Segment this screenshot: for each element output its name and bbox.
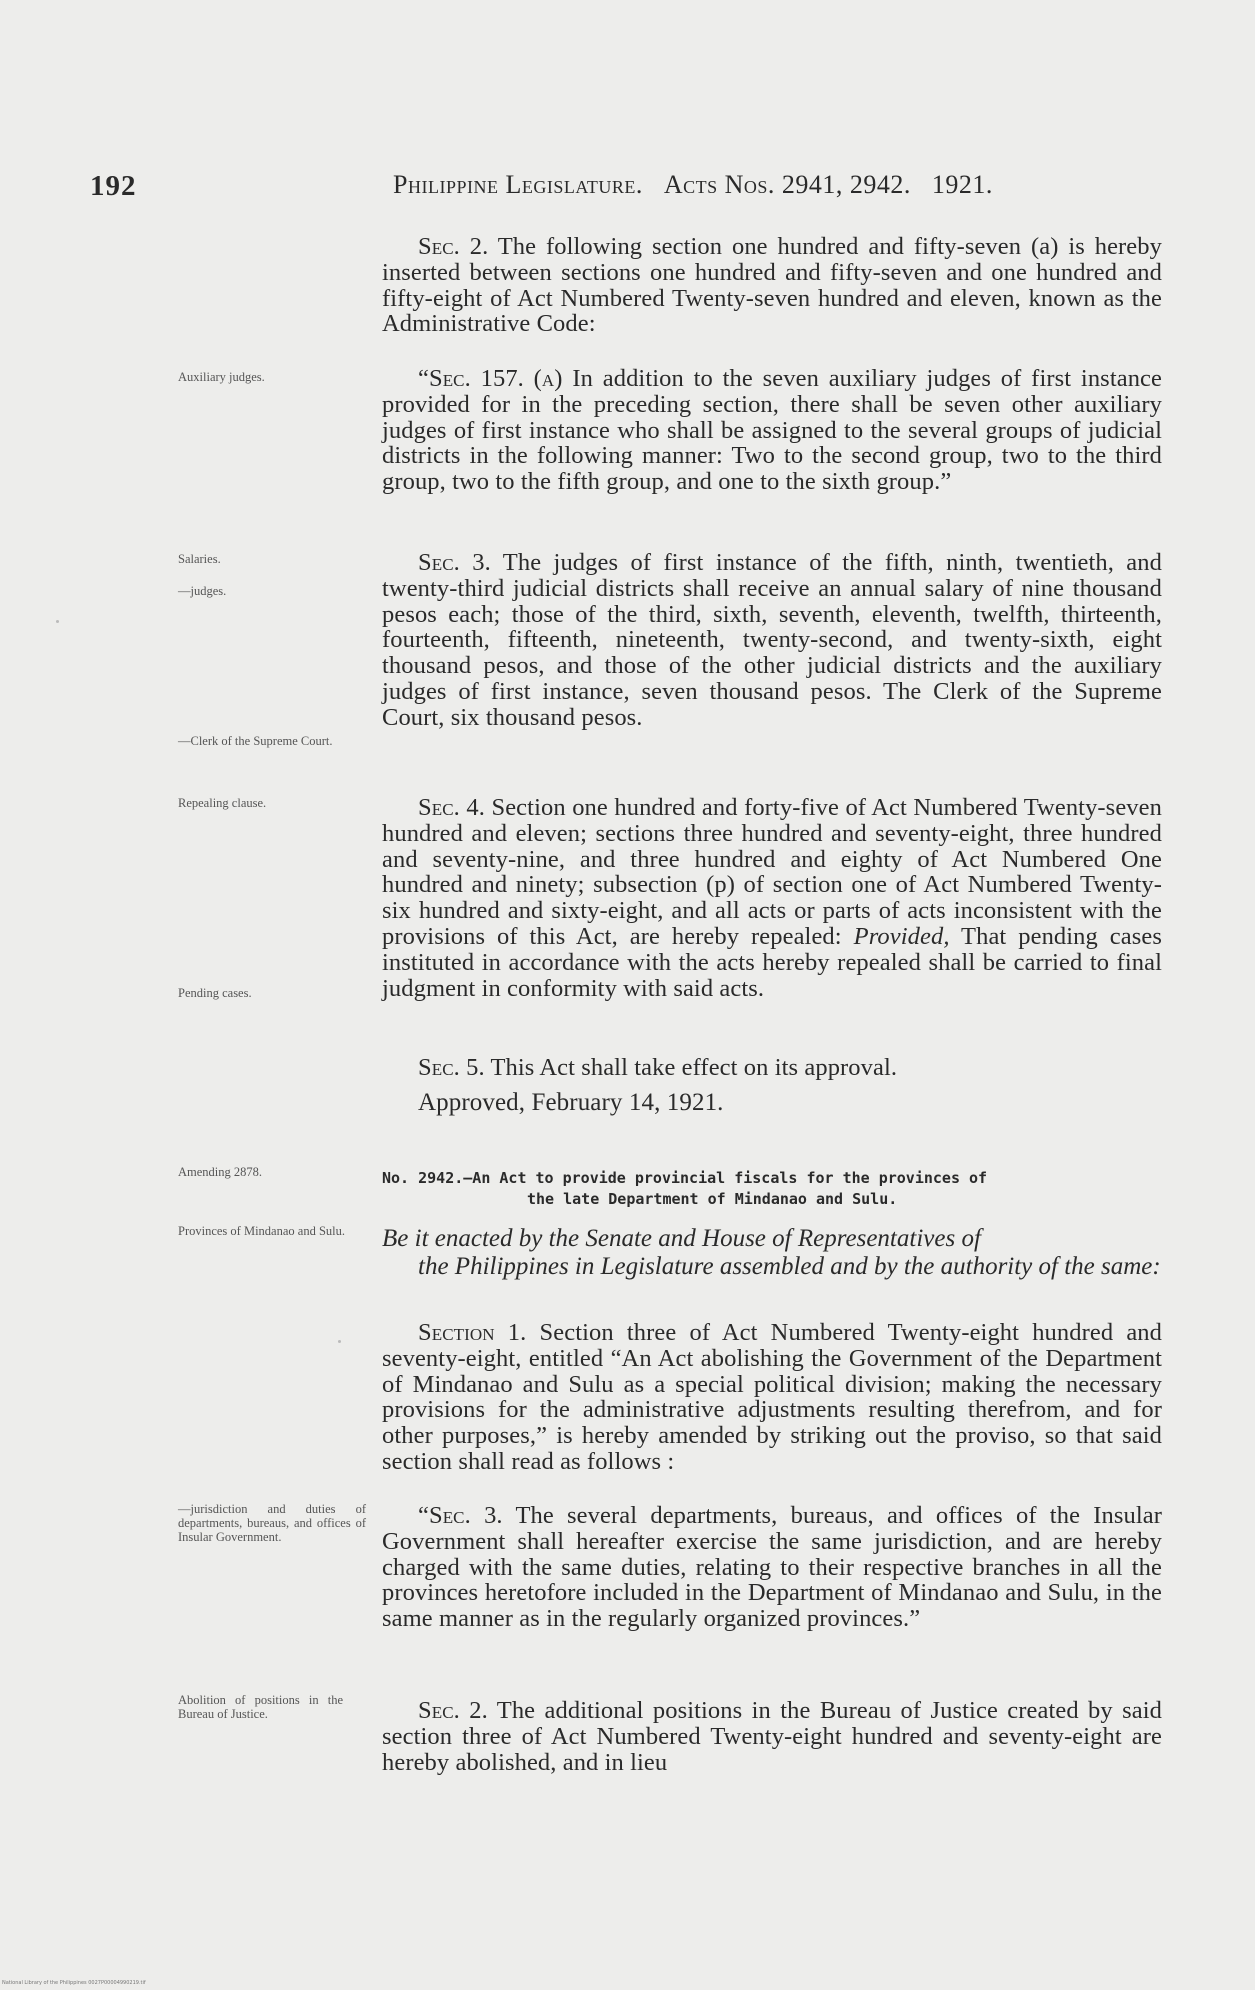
sec2-text: The following section one hundred and fifty-seven (a) is hereby inserted between sections one hundred and fifty-seven and one hundred and fifty-eight of Act Numbered Twenty-seven hundred and eleven, known as the Administrative Code: bbox=[382, 233, 1162, 338]
sec4-provided: Provided, bbox=[853, 922, 950, 950]
act-title-line1: No. 2942.—An Act to provide provincial fiscals for the provinces of bbox=[382, 1169, 988, 1187]
quoted-sec3-text: The several departments, bureaus, and offices of the Insular Government shall hereafter exercise the same jurisdiction, and are hereby charged with the same duties, relating to their respective branches in all the provinces heretofore included in the Department of Mindanao and Sulu, in the same manner as in the regularly organized provinces.” bbox=[382, 1502, 1162, 1633]
enacting-line1: Be it enacted by the Senate and House of Representatives of bbox=[382, 1225, 981, 1252]
margin-note-provinces: Provinces of Mindanao and Sulu. bbox=[178, 1224, 345, 1238]
sec4-text-a: Section one hundred and forty-five of Act Numbered Twenty-seven hundred and eleven; sections three hundred and seventy-eight, three hundred and seventy-nine, and three hundred and eighty of Act Numbered One hundred and ninety; subsection (p) of section one of Act Numbered Twenty-six hundred and sixty-eight, and all acts or parts of acts inconsistent with the provisions of this Act, are hereby repealed: bbox=[382, 794, 1162, 950]
sec2b-label: Sec. 2. bbox=[418, 1697, 488, 1724]
sec3-label: Sec. 3. bbox=[418, 549, 491, 576]
section1-label: Section 1. bbox=[418, 1319, 527, 1346]
page-number: 192 bbox=[90, 170, 137, 202]
sec4-label: Sec. 4. bbox=[418, 794, 485, 821]
scan-footer: National Library of the Philippines 0027P00004990219.tif bbox=[2, 1980, 146, 1986]
paragraph-sec5 bbox=[382, 1055, 1162, 1081]
sec4-text-b: That pending cases instituted in accordance with the acts hereby repealed shall be carried to final judgment in conformity with said acts. bbox=[382, 922, 1162, 1002]
enacting-rest: the Philippines in Legislature assembled and by the authority of the same: bbox=[418, 1253, 1161, 1280]
sec5-label: Sec. 5. bbox=[418, 1054, 485, 1081]
paragraph-sec2 bbox=[382, 234, 1162, 337]
sec157-text: In addition to the seven auxiliary judges of first instance provided for in the preceding section, there shall be seven other auxiliary judges of first instance who shall be assigned to the several groups of judicial districts in the following manner: Two to the second group, two to the third group, two to the fifth group, and one to the sixth group.” bbox=[382, 365, 1162, 496]
act-title bbox=[382, 1168, 1162, 1210]
scan-speck bbox=[56, 620, 59, 623]
margin-note-auxiliary-judges: Auxiliary judges. bbox=[178, 370, 265, 384]
paragraph-sec4 bbox=[382, 795, 1162, 1001]
sec5-text: This Act shall take effect on its approval. bbox=[490, 1054, 898, 1081]
section1-text: Section three of Act Numbered Twenty-eight hundred and seventy-eight, entitled “An Act abolishing the Government of the Department of Mindanao and Sulu as a special political division; making the necessary provisions for the administrative adjustments resulting therefrom, and for other purposes,” is hereby amended by striking out the proviso, so that said section shall read as follows : bbox=[382, 1319, 1163, 1475]
enacting-clause bbox=[382, 1225, 1162, 1281]
margin-note-clerk: —Clerk of the Supreme Court. bbox=[178, 734, 333, 748]
margin-note-judges: —judges. bbox=[178, 584, 227, 598]
approved-line: Approved, February 14, 1921. bbox=[418, 1089, 724, 1116]
paragraph-quoted-sec3 bbox=[382, 1503, 1162, 1632]
paragraph-sec2-abolition bbox=[382, 1698, 1162, 1775]
scan-speck bbox=[338, 1340, 341, 1343]
margin-note-pending-cases: Pending cases. bbox=[178, 986, 252, 1000]
running-head-legislature: Philippine Legislature. bbox=[393, 170, 643, 199]
paragraph-sec3 bbox=[382, 550, 1162, 731]
running-head-acts: Acts Nos. 2941, 2942. bbox=[663, 170, 911, 199]
margin-note-repealing-clause: Repealing clause. bbox=[178, 796, 267, 810]
margin-note-abolition: Abolition of positions in the Bureau of Justice. bbox=[178, 1693, 343, 1721]
sec2-label: Sec. 2. bbox=[418, 233, 489, 260]
quoted-sec3-label: “Sec. 3. bbox=[418, 1502, 503, 1529]
running-head bbox=[393, 170, 1153, 200]
paragraph-sec157a bbox=[382, 366, 1162, 495]
margin-note-salaries: Salaries. bbox=[178, 552, 221, 566]
running-head-year: 1921. bbox=[931, 170, 993, 199]
paragraph-section1 bbox=[382, 1320, 1162, 1475]
act-title-line2: the late Department of Mindanao and Sulu. bbox=[527, 1190, 898, 1208]
sec3-text: The judges of first instance of the fifth, ninth, twentieth, and twenty-third judicial districts shall receive an annual salary of nine thousand pesos each; those of the third, sixth, seventh, eleventh, twelfth, thirteenth, fourteenth, fifteenth, nineteenth, twenty-second, and twenty-sixth, eight thousand pesos, and those of the other judicial districts and the auxiliary judges of first instance, seven thousand pesos. The Clerk of the Supreme Court, six thousand pesos. bbox=[382, 549, 1162, 731]
margin-note-jurisdiction: —jurisdiction and duties of departments, bureaus, and offices of Insular Government. bbox=[178, 1502, 366, 1544]
sec2b-text: The additional positions in the Bureau of Justice created by said section three of Act Numbered Twenty-eight hundred and seventy-eight are hereby abolished, and in lieu bbox=[382, 1697, 1162, 1776]
margin-note-amending: Amending 2878. bbox=[178, 1165, 263, 1179]
sec157-label: “Sec. 157. (a) bbox=[418, 365, 563, 392]
